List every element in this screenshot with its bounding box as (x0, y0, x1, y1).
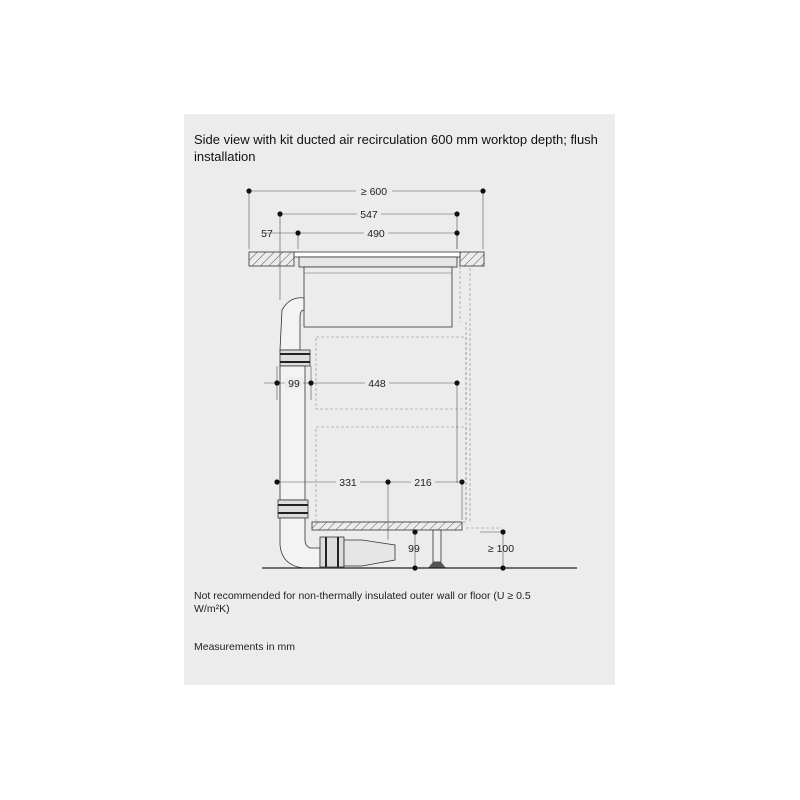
diagram-title: Side view with kit ducted air recirculation 600 mm worktop depth; flush installation (194, 132, 598, 164)
dim-gap-100: ≥ 100 (487, 543, 515, 555)
base-shelf (312, 522, 502, 530)
dim-490: 490 (367, 228, 385, 240)
measurement-unit-note: Measurements in mm (194, 641, 295, 653)
dim-99-lower: 99 (408, 543, 420, 555)
dim-57: 57 (261, 228, 273, 240)
dim-216: 216 (414, 477, 432, 489)
insulation-note: Not recommended for non-thermally insulated outer wall or floor (U ≥ 0.5 W/m²K) (194, 590, 531, 615)
dim-worktop-depth: ≥ 600 (360, 186, 388, 198)
dim-331: 331 (339, 477, 357, 489)
dim-547: 547 (360, 209, 378, 221)
adjustable-leg (428, 530, 446, 568)
cooktop-unit (299, 257, 457, 327)
dim-99-upper: 99 (288, 378, 300, 390)
dim-448: 448 (368, 378, 386, 390)
